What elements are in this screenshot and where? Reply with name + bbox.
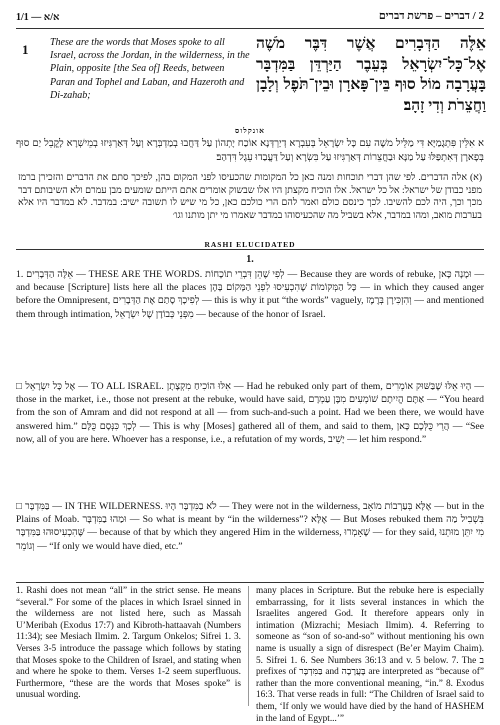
chapter-ref: 1/1 — א/א (16, 12, 60, 23)
paragraph-1: 1. אֵלֶּה הַדְּבָרִים — THESE ARE THE WORDS. לְפִי שֶׁהֵן דִּבְרֵי תוֹכָחוֹת — Because they are words of rebuke, וּמָנָה כָּאן — and because [Scripture] lists here all the places כָּל הַמְּקוֹמוֹת שֶׁהִכְעִיסוּ לִפְנֵי הַמָּקוֹם בָּהֶן — in which they caused anger before the Omnipresent, לְפִיכָךְ סָתַם אֶת הַדְּבָרִים — this is why it put “the words” vaguely, וְהִזְכִּירָן בְּרֶמֶז — and mentioned them through intimation, מִפְּנֵי כְּבוֹדָן שֶׁל יִשְׂרָאֵל — because of the honor of Israel. (16, 269, 485, 320)
comment-number: 1. (246, 254, 254, 265)
section-rule (16, 249, 484, 250)
footnote-rule (16, 582, 484, 583)
column-separator (248, 586, 249, 706)
header-rule (16, 28, 484, 29)
verse-block (14, 36, 486, 122)
onkelos-label: אונקלוס (235, 126, 265, 135)
footnotes-left: 1. Rashi does not mean “all” in the strict sense. He means “several.” For some of the places in which Israel sinned in the wilderness are not listed here, such as Massah U’Meribah (Exodus 17:7) and Kibroth-hattaavah (Numbers 11:34); see Mesiach Ilmim. 2. Targum Onkelos; Sifrei 1. 3. Verses 3-5 introduce the passage which follows by stating that Moses spoke to the Children of Israel, and stating when and where he spoke to them. Verses 1-2 seem superfluous. Furthermore, “these are the words that Moses spoke” is unusual wording. (16, 586, 241, 701)
page-title: 2 / דברים – פרשת דברים (378, 10, 484, 22)
verse-english: These are the words that Moses spoke to all Israel, across the Jordan, in the wilderness, in the Plain, opposite [the Sea of] Reeds, between Paran and Tophel and Laban, and Hazeroth and Di-zahab; (50, 37, 250, 101)
verse-number: 1 (22, 42, 29, 57)
paragraph-3: □ בַּמִּדְבָּר — IN THE WILDERNESS. לֹא בַמִּדְבָּר הָיוּ — They were not in the wilderness, אֶלָּא בְּעַרְבוֹת מוֹאָב — but in the Plains of Moab. וּמַהוּ בַמִּדְבָּר — So what is meant by “in the wilderness”? אֶלָּא — But Moses rebuked them בִּשְׁבִיל מַה שֶּׁהִכְעִיסוּהוּ בַּמִּדְבָּר — because of that by which they angered Him in the wilderness, שֶׁאָמְרוּ — for they said, מִי יִתֵּן מוּתֵנוּ וְגוֹמֵר — “If only we would have died, etc.” (16, 501, 485, 552)
rashi-elucidated-label: RASHI ELUCIDATED (204, 240, 296, 249)
verse-hebrew: אֵלֶּה הַדְּבָרִים אֲשֶׁר דִּבֶּר מֹשֶׁה אֶל־כָּל־יִשְׂרָאֵל בְּעֵבֶר הַיַּרְדֵּן בַּמִּדְבָּר בָּעֲרָבָה מוֹל סוּף בֵּין־פָּארָן וּבֵין־תֹּפֶל וְלָבָן וַחֲצֵרֹת וְדִי זָהָב׃ (256, 35, 486, 114)
onkelos-text: א אִלֵּין פִּתְגָמַיָּא דִּי מַלֵּיל משֶׁה עִם כָּל יִשְׂרָאֵל בְּעִבְרָא דְיַרְדְּנָא אוֹכַח יָתְהוֹן עַל דַּחֲבוּ בְמַדְבְּרָא וְעַל דְּאַרְגִּיזוּ בְמֵישְׁרָא לָקֳבֵל יַם סוּף בְּפָארָן דְּאִתְפַּלּוּ עַל מַנָּא וּבַחֲצֵרוֹת דְּאַרְגִּיזוּ עַל בִּשְׂרָא וְעַל דַּעֲבַדוּ עֵגֶל דִּדְהַב׃ (16, 138, 484, 163)
paragraph-2: □ אֶל כָּל יִשְׂרָאֵל — TO ALL ISRAEL. אִלּוּ הוֹכִיחַ מִקְצָתָן — Had he rebuked only part of them, הָיוּ אֵלּוּ שֶׁבַּשּׁוּק אוֹמְרִים — those in the market, i.e., those not present at the rebuke, would have said, אַתֶּם הֱיִיתֶם שׁוֹמְעִים מִבֶּן עַמְרָם — “You heard from the son of Amram and did not respond at all — from such-and-such a point. Had we been there, we would have answered him.” לְכָךְ כִּנְּסָם כֻּלָּם — This is why [Moses] gathered all of them, and said to them, הֲרֵי כֻּלְּכֶם כָּאן — “See now, all of you are here. Whoever has a response, i.e., a refutation of my words, יָשִׁיב — let him respond.” (16, 381, 485, 445)
footnotes-right: many places in Scripture. But the rebuke here is especially embarrassing, for it lists several instances in which the Israelites angered God. It therefore appears only in intimation (Mizrachi; Mesiach Ilmim). 4. Referring to someone as “son of so-and-so” without mentioning his own name is usually a sign of disrespect (Be’er Mayim Chaim). 5. Sifrei 1. 6. See Numbers 36:13 and v. 5 below. 7. The ב prefixes of בַּמִּדְבָּר and בָּעֲרָבָה are interpreted as “because of” rather than the more conventional meaning, “in.” 8. Exodus 16:3. That verse reads in full: “The Children of Israel said to them, ‘If only we would have died by the hand of HASHEM in the land of Egypt...’” (256, 586, 484, 724)
running-header (16, 10, 484, 26)
rashi-text: (א) אלה הדברים. לפי שהן דברי תוכחות ומנה כאן כל המקומות שהכעיסו לפני המקום בהן, לפיכך סתם את הדברים והזכירן ברמז מפני כבודן של ישראל: אל כל ישראל. אלו הוכיח מקצתן היו אלו שבשוק אומרים אתם הייתם שומעים מבן עמרם ולא השיבותם דבר מכך וכך, היה לכם להשיבו. לכך כינסם כולם ואמר להם הרי כולכם כאן, כל מי שיש לו תשובה ישיב: במדבר. לא במדבר היו אלא בערבות מואב, ומהו במדבר, אלא בשביל מה שהכעיסוהו במדבר שאמרו מי יתן מותנו וגו׳ (18, 173, 482, 221)
